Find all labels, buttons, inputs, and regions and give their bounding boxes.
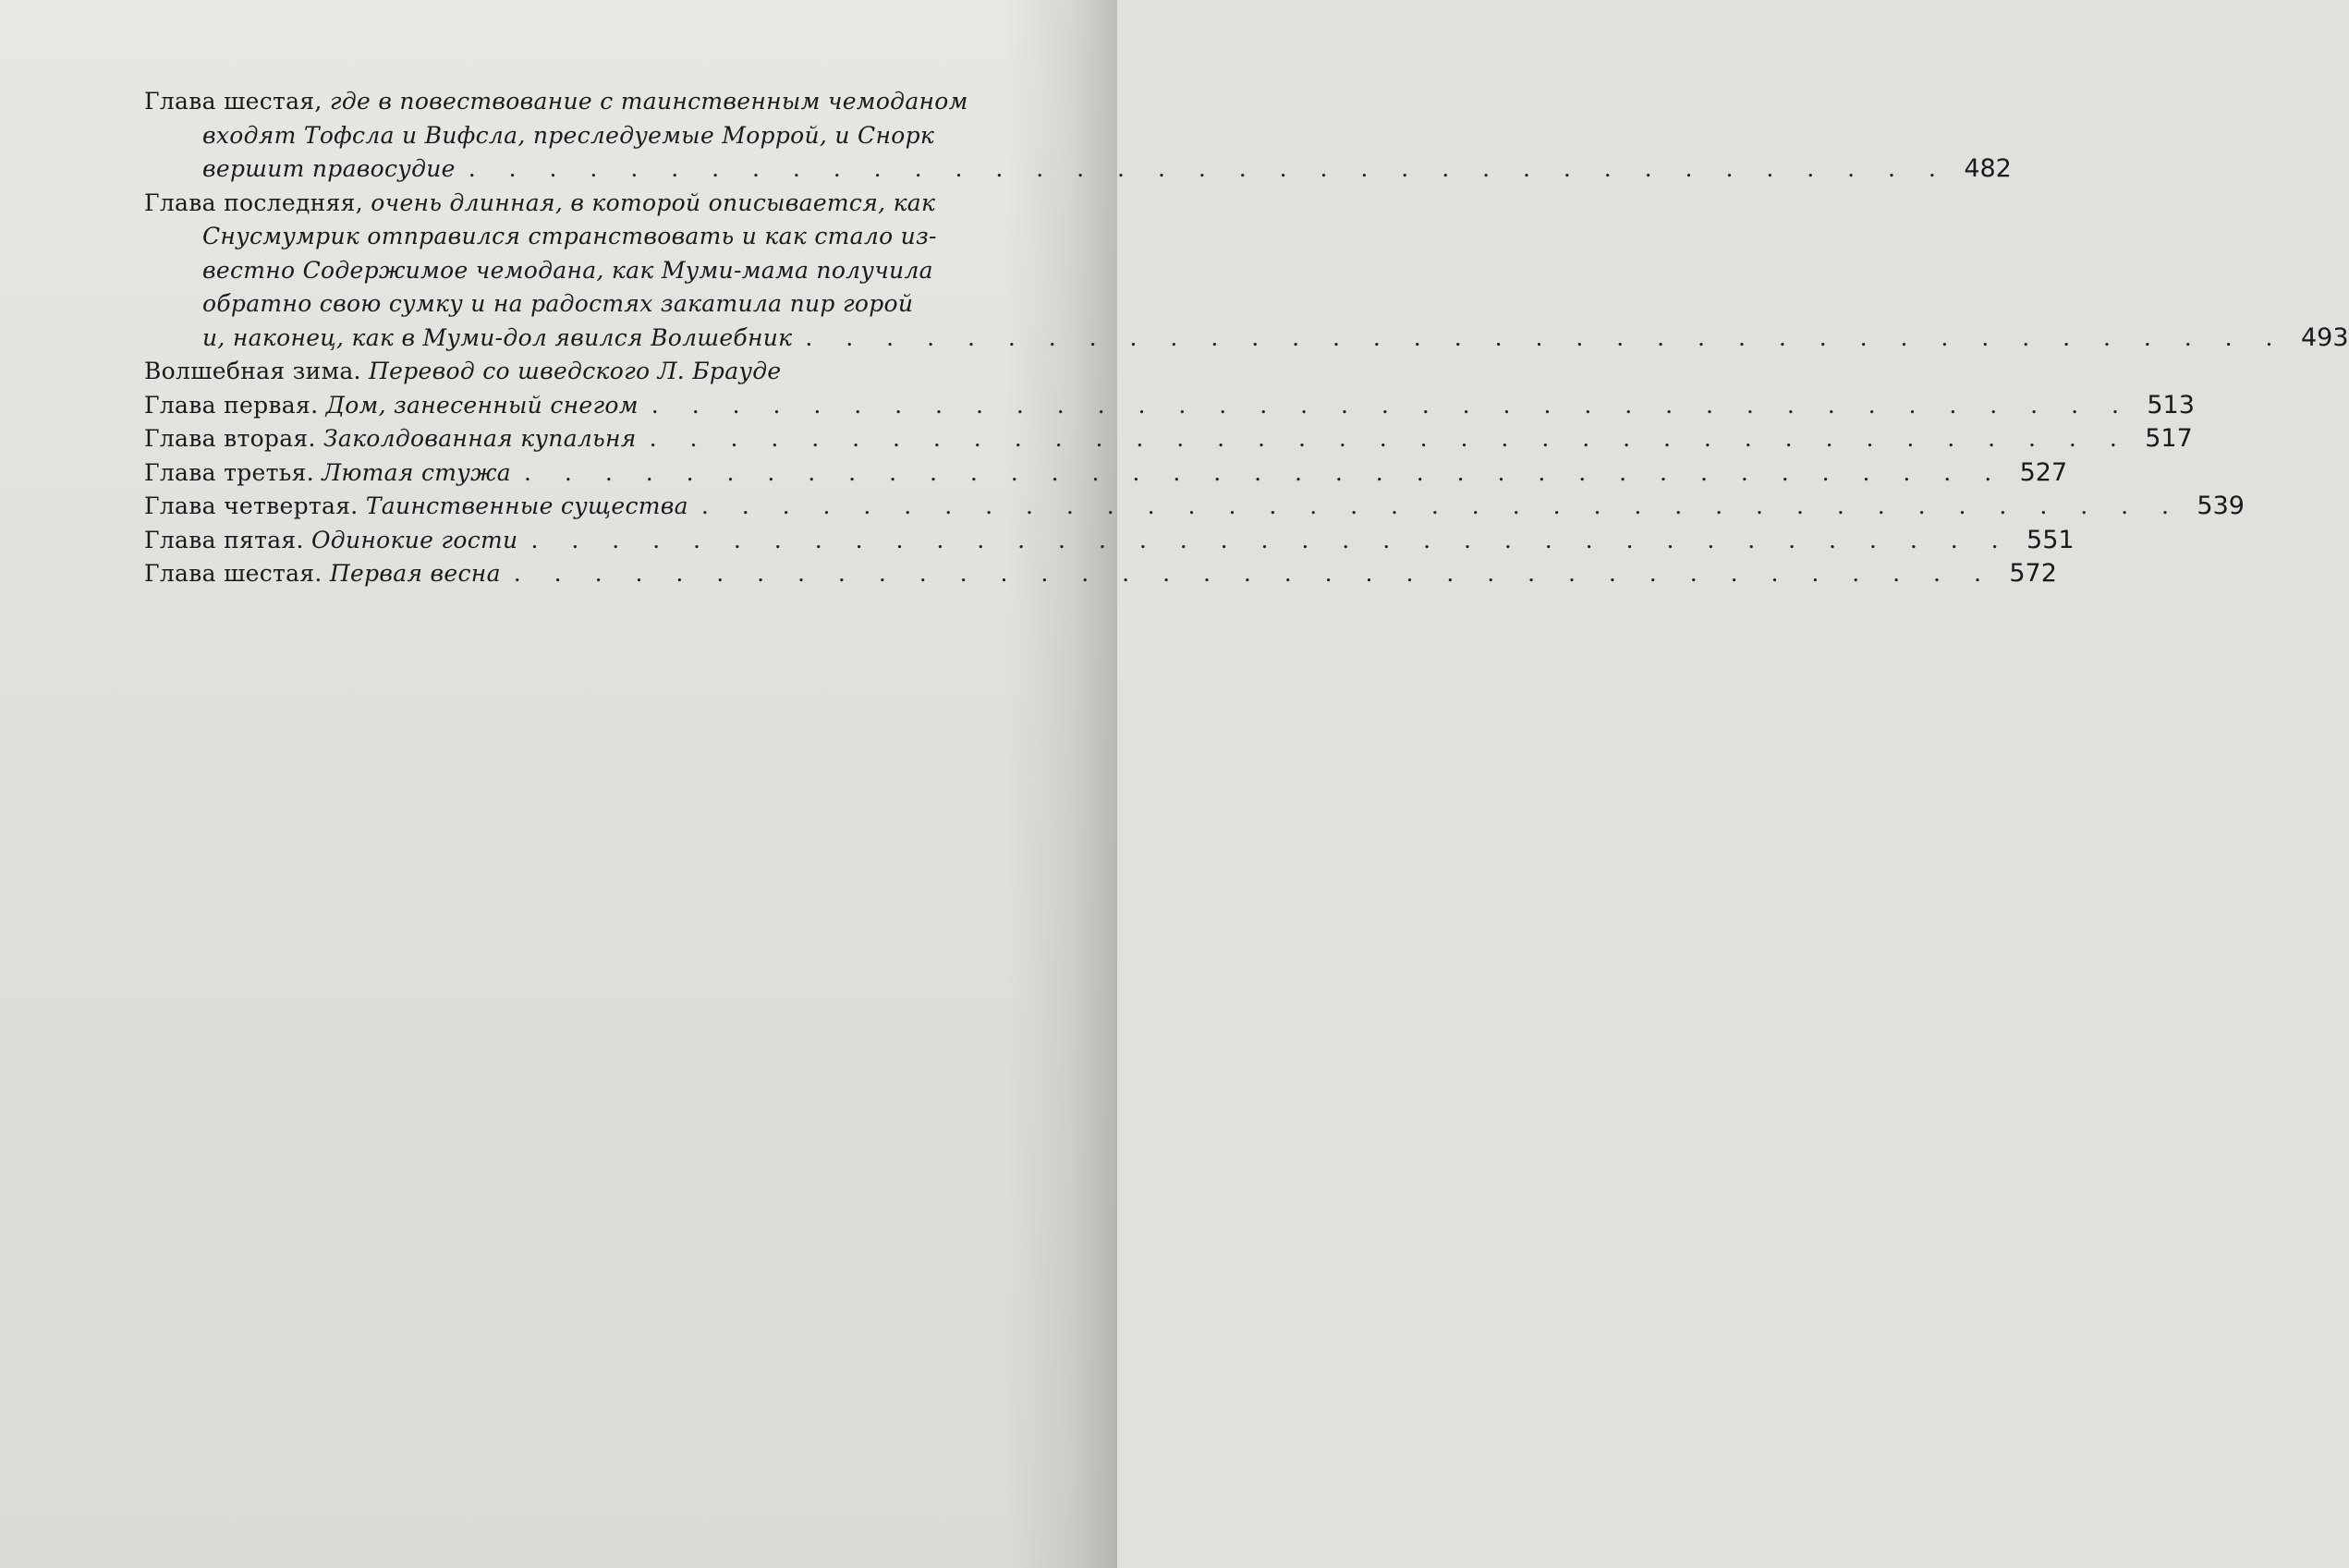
chapter-label: Глава пятая. [144,526,311,553]
toc-entry-section-heading [144,355,1031,389]
chapter-label: Глава третья. [144,458,323,486]
dot-leader: . . . . . . . . . . . . . . . . . . . . . . . . . . . . . . . . . . . . . [513,560,1994,587]
toc-entry-chapter [144,422,2193,456]
chapter-label: Глава вторая. [144,425,323,452]
dot-leader: . . . . . . . . . . . . . . . . . . . . . . . . . . . . . . . . . . . . . [468,155,1949,182]
toc-line-last [144,490,2245,524]
toc-entry-chapter [144,524,2075,558]
chapter-title: Первая весна [329,560,501,587]
toc-line-last [144,456,2068,491]
toc-line-last [144,524,2075,558]
chapter-title: Дом, занесенный снегом [325,391,639,419]
chapter-title-part: очень длинная, в которой описывается, как [371,188,936,216]
chapter-title-part: и, наконец, как в Муми-дол явился Волшебник [202,323,793,351]
toc-entry-chapter [144,490,2245,524]
page-number: 539 [2197,492,2245,520]
translator-note: Перевод со шведского Л. Брауде [369,358,782,384]
toc-entry-last-chapter [144,187,2349,356]
chapter-title: Лютая стужа [322,458,512,486]
dot-leader: . . . . . . . . . . . . . . . . . . . . . . . . . . . . . . . . . . . . . [649,425,2130,452]
toc-line [144,187,1031,221]
dot-leader: . . . . . . . . . . . . . . . . . . . . . . . . . . . . . . . . . . . . . [651,391,2132,419]
page-number: 517 [2145,424,2193,453]
toc-line [144,85,1031,119]
toc-entry-chapter [144,456,2068,491]
chapter-label: Глава четвертая. [144,492,366,519]
chapter-title-part: вершит правосудие [202,155,456,182]
toc-entry-chapter [144,557,2057,591]
chapter-label: Глава шестая, [144,88,330,115]
chapter-title-part: входят Тофсла и Вифсла, преследуемые Моррой, и Снорк [202,121,935,149]
dot-leader: . . . . . . . . . . . . . . . . . . . . . . . . . . . . . . . . . . . . . [524,458,2005,486]
chapter-label: Глава последняя, [144,188,371,216]
chapter-title-part: где в повествование с таинственным чемоданом [329,88,968,115]
toc-line-last [144,557,2057,591]
chapter-label: Глава шестая. [144,560,330,587]
page-number: 551 [2026,525,2075,554]
table-of-contents [144,85,2349,591]
toc-entry-chapter-six-moomin [144,85,2012,187]
dot-leader: . . . . . . . . . . . . . . . . . . . . . . . . . . . . . . . . . . . . . [805,323,2286,351]
page-number: 513 [2147,390,2195,419]
dot-leader: . . . . . . . . . . . . . . . . . . . . . . . . . . . . . . . . . . . . . [530,526,2012,553]
chapter-title: Заколдованная купальня [323,425,637,452]
chapter-title-part: Снусмумрик отправился странствовать и как стало из- [202,223,937,249]
toc-line-last [144,422,2193,456]
page-number: 482 [1964,154,2012,183]
chapter-title-part: обратно свою сумку и на радостях закатила пир горой [202,290,914,317]
dot-leader: . . . . . . . . . . . . . . . . . . . . . . . . . . . . . . . . . . . . . [700,492,2182,519]
toc-line-last [144,152,2012,187]
toc-line-last [144,322,2349,356]
chapter-title: Одинокие гости [311,526,518,553]
toc-entry-chapter [144,389,2195,423]
section-label: Волшебная зима. [144,358,370,384]
toc-line [144,355,1031,389]
chapter-label: Глава первая. [144,391,326,419]
toc-line-last [144,389,2195,423]
page-number: 527 [2019,457,2068,487]
chapter-title: Таинственные существа [365,492,688,519]
chapter-title-part: вестно Содержимое чемодана, как Муми-мама получила [202,256,933,284]
page-number: 572 [2009,559,2057,588]
page-number: 493 [2300,322,2349,352]
